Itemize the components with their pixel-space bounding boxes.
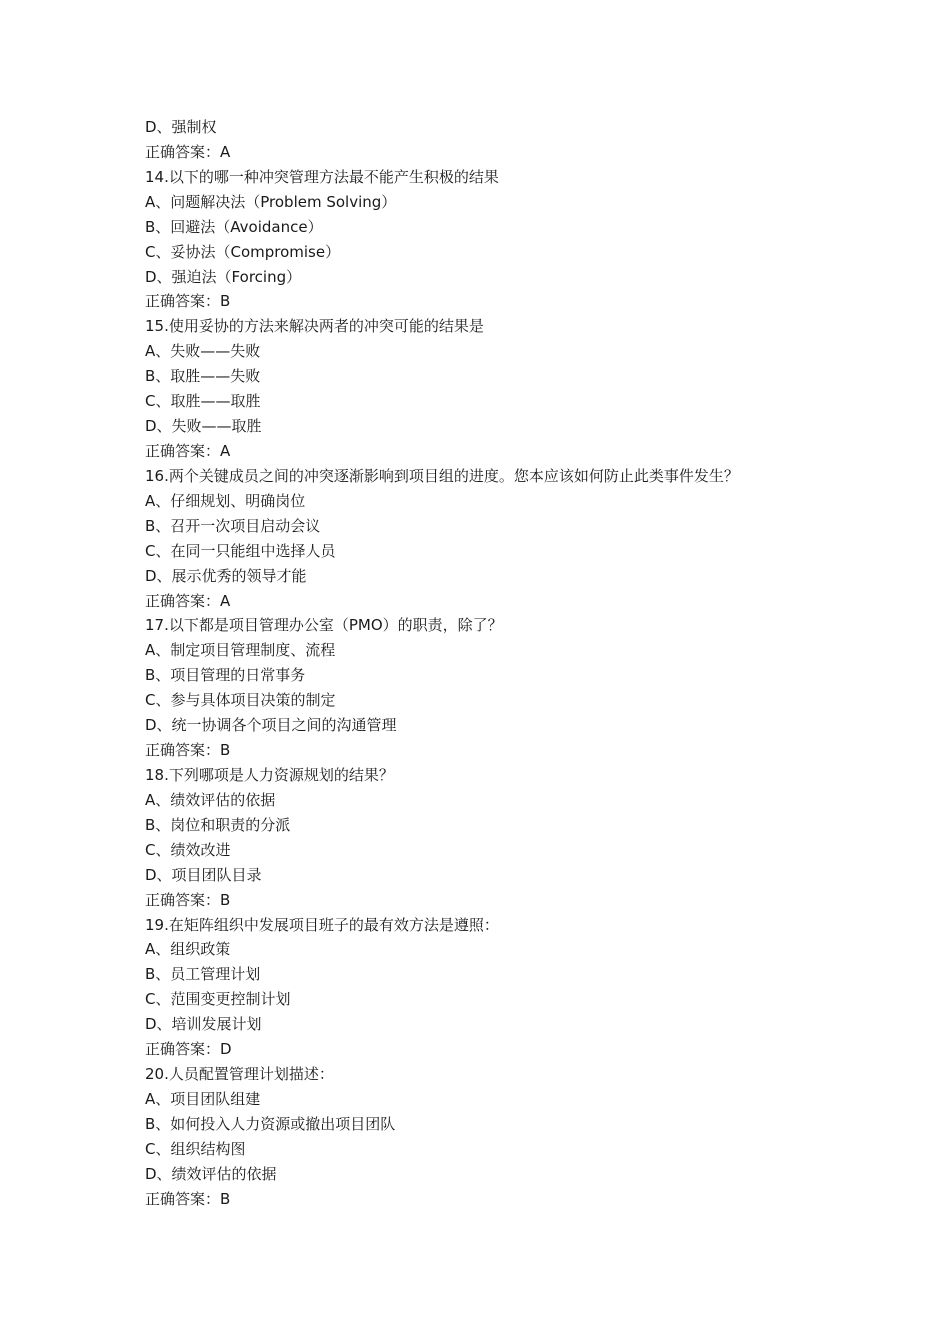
q16-answer: 正确答案：A [145,591,231,610]
q16-option-d: D、展示优秀的领导才能 [145,566,307,585]
q19-option-c: C、范围变更控制计划 [145,990,291,1009]
q15-answer: 正确答案：A [145,441,231,460]
q14-option-b: B、回避法（Avoidance） [145,217,323,236]
q20-answer: 正确答案：B [145,1189,231,1208]
q17-option-d: D、统一协调各个项目之间的沟通管理 [145,716,397,735]
q19-option-d: D、培训发展计划 [145,1015,262,1034]
q20-option-b: B、如何投入人力资源或撤出项目团队 [145,1114,396,1133]
q17-option-a: A、制定项目管理制度、流程 [145,641,336,660]
q16-option-a: A、仔细规划、明确岗位 [145,491,306,510]
q15-option-a: A、失败——失败 [145,342,261,361]
question-17: 17.以下都是项目管理办公室（PMO）的职责，除了？ [145,616,503,635]
q18-option-c: C、绩效改进 [145,840,231,859]
question-19: 19.在矩阵组织中发展项目班子的最有效方法是遵照： [145,915,499,934]
q19-option-b: B、员工管理计划 [145,965,261,984]
q19-answer: 正确答案：D [145,1040,232,1059]
q18-option-d: D、项目团队目录 [145,865,262,884]
q16-option-c: C、在同一只能组中选择人员 [145,541,336,560]
q14-option-d: D、强迫法（Forcing） [145,267,302,286]
q18-option-b: B、岗位和职责的分派 [145,815,291,834]
q16-option-b: B、召开一次项目启动会议 [145,516,321,535]
q15-option-d: D、失败——取胜 [145,417,262,436]
q17-option-c: C、参与具体项目决策的制定 [145,691,336,710]
q15-option-c: C、取胜——取胜 [145,392,261,411]
document-body [145,115,845,1212]
question-16: 16.两个关键成员之间的冲突逐渐影响到项目组的进度。您本应该如何防止此类事件发生？ [145,466,739,485]
option-d-line: D、强制权 [145,118,217,136]
question-15: 15.使用妥协的方法来解决两者的冲突可能的结果是 [145,317,484,336]
q17-answer: 正确答案：B [145,741,231,760]
question-14: 14.以下的哪一种冲突管理方法最不能产生积极的结果 [145,167,499,186]
q19-option-a: A、组织政策 [145,940,231,959]
question-20: 20.人员配置管理计划描述： [145,1065,334,1084]
q20-option-c: C、组织结构图 [145,1139,246,1158]
q15-option-b: B、取胜——失败 [145,367,261,386]
q14-option-c: C、妥协法（Compromise） [145,242,341,261]
q20-option-d: D、绩效评估的依据 [145,1164,277,1183]
q17-option-b: B、项目管理的日常事务 [145,666,306,685]
q18-answer: 正确答案：B [145,890,231,909]
q18-option-a: A、绩效评估的依据 [145,790,276,809]
answer-line: 正确答案：A [145,142,231,161]
q20-option-a: A、项目团队组建 [145,1089,261,1108]
question-18: 18.下列哪项是人力资源规划的结果？ [145,765,394,784]
q14-answer: 正确答案：B [145,292,231,311]
q14-option-a: A、问题解决法（Problem Solving） [145,192,397,211]
